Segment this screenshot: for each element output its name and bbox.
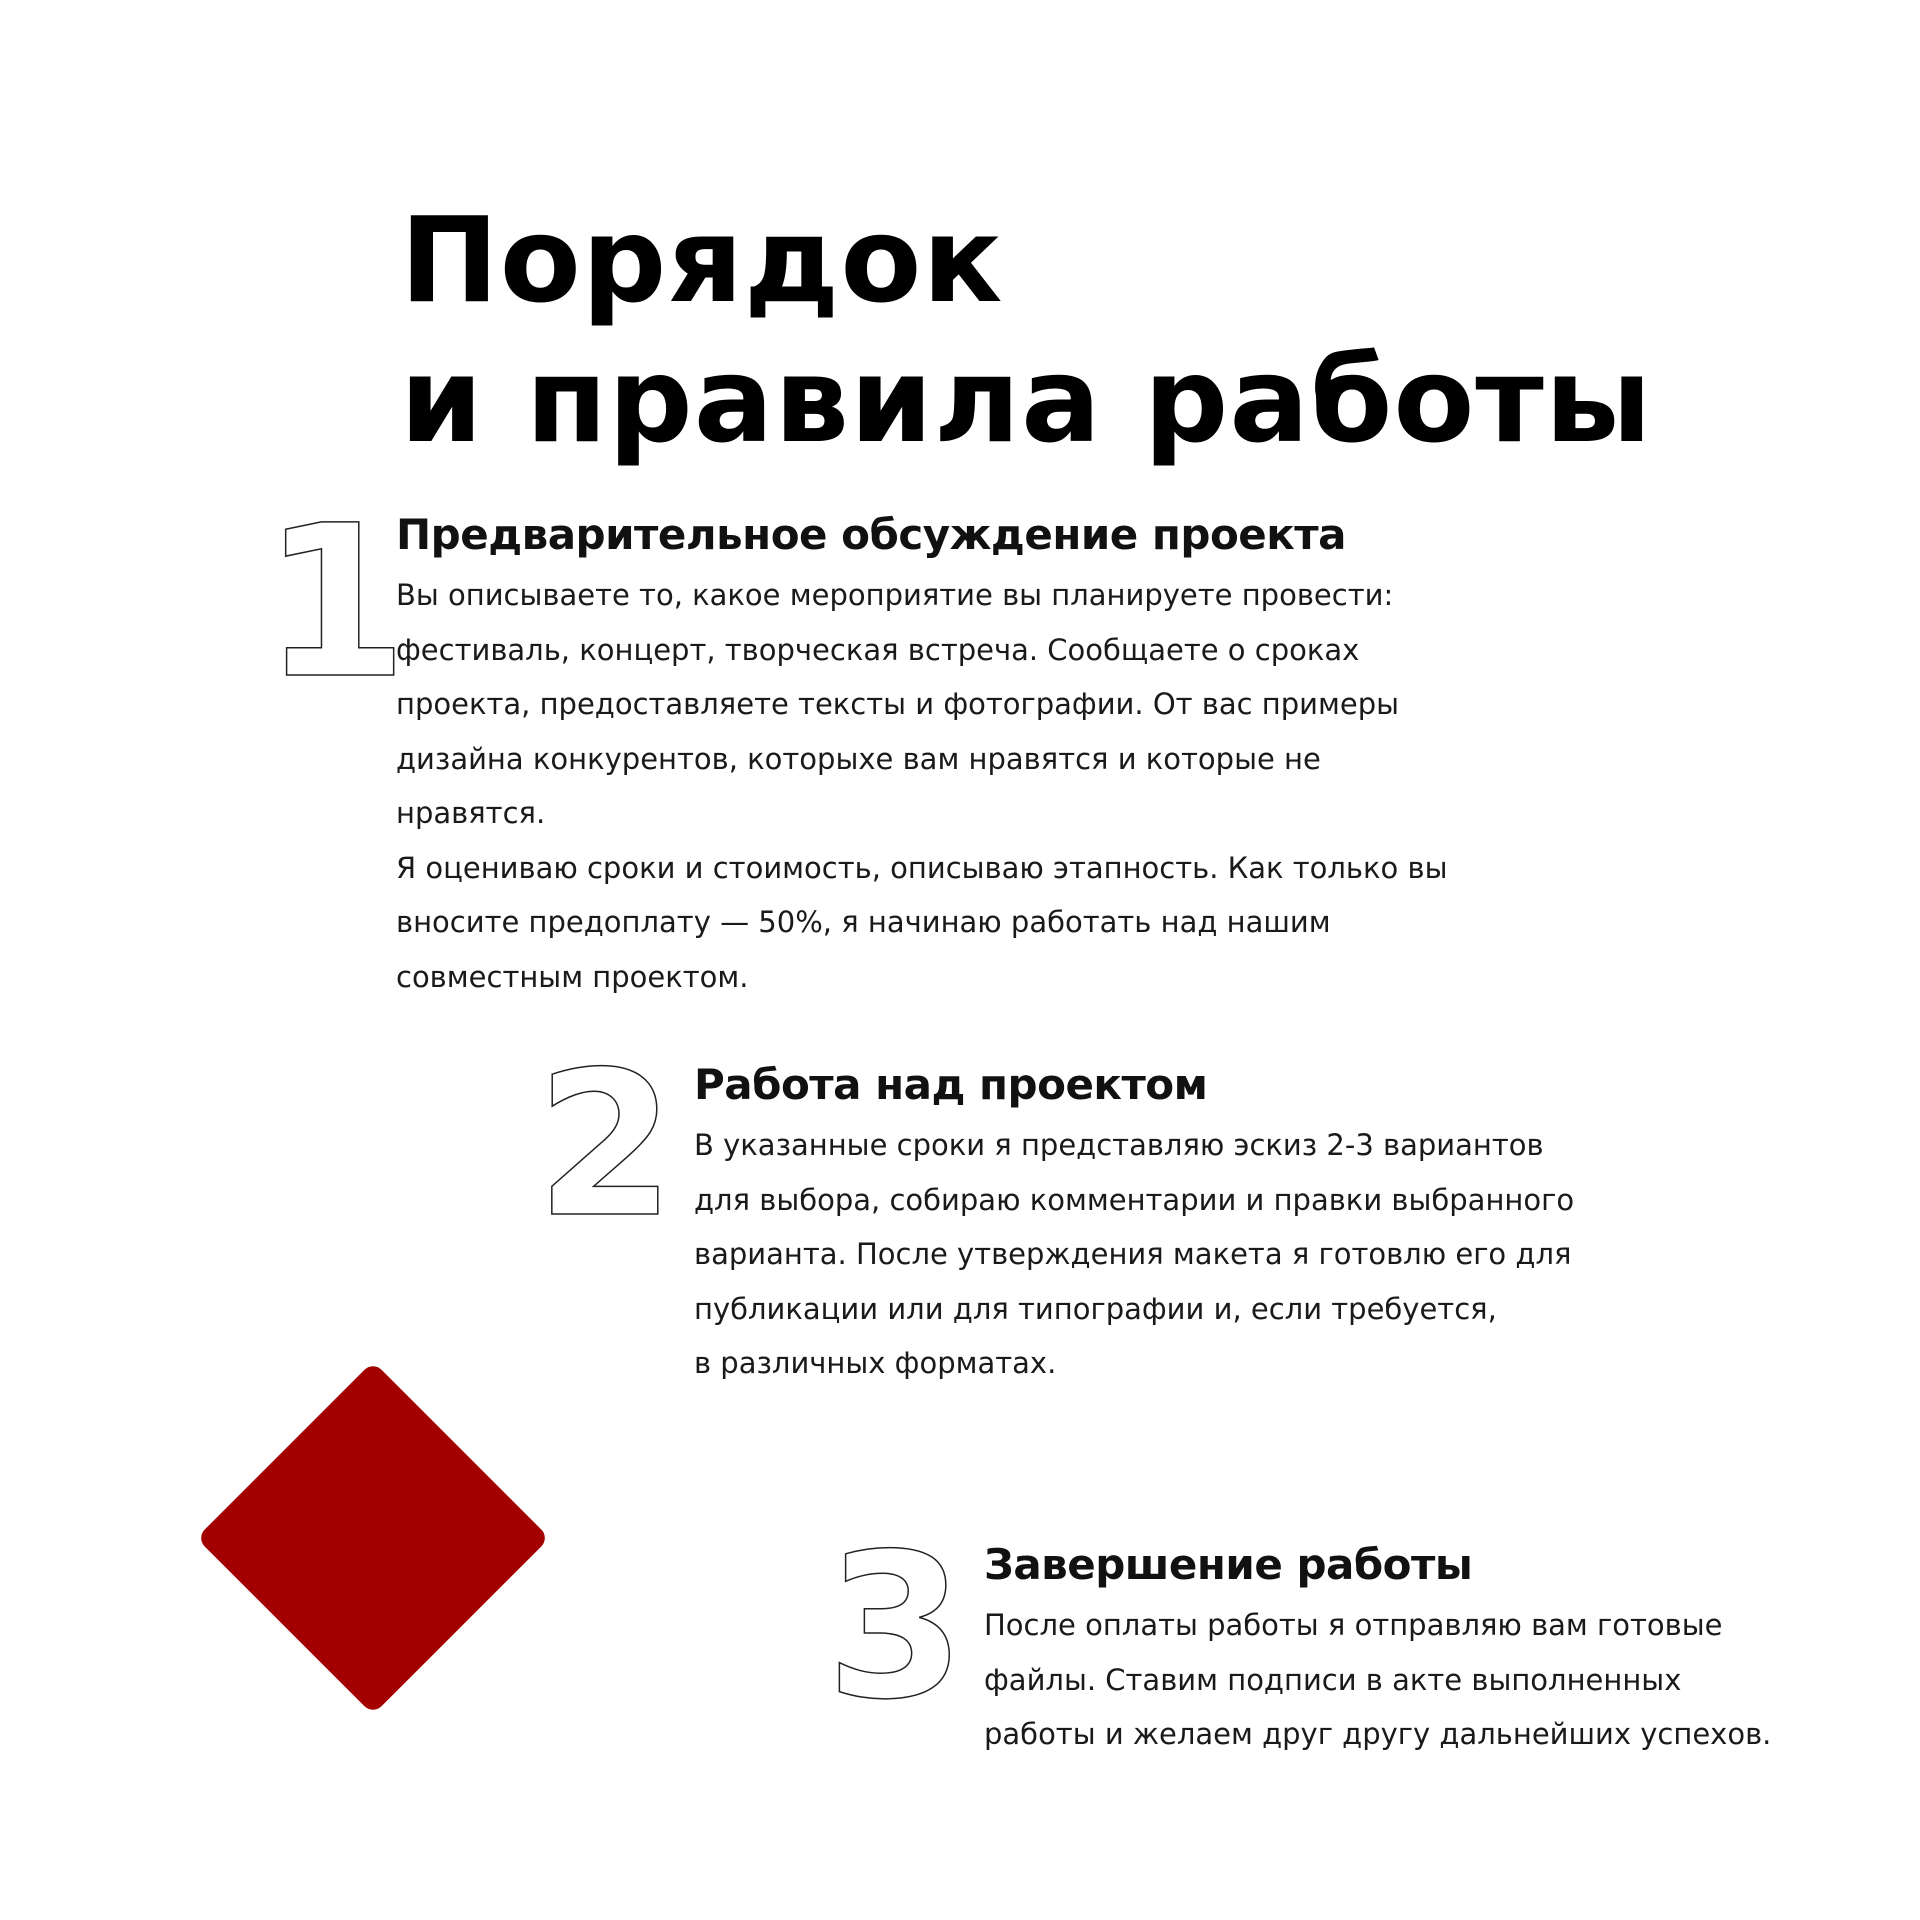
step-1-line: совместным проектом.: [396, 959, 749, 994]
step-1-line: нравятся.: [396, 796, 546, 830]
step-2-line: публикации или для типографии и, если требуется,: [694, 1291, 1497, 1326]
step-3-heading: Завершение работы: [984, 1540, 1473, 1589]
step-3-line: файлы. Ставим подписи в акте выполненных: [984, 1662, 1682, 1697]
step-1-line: вносите предоплату — 50%, я начинаю работать над нашим: [396, 905, 1331, 939]
step-2-line: в различных форматах.: [694, 1346, 1057, 1380]
step-2-line: В указанные сроки я представляю эскиз 2-3 вариантов: [694, 1128, 1544, 1162]
page-title-line-1: Порядок: [400, 191, 1004, 329]
step-1-line: фестиваль, концерт, творческая встреча. Сообщаете о сроках: [396, 632, 1360, 667]
step-1-text: [396, 568, 1496, 1004]
step-1-number: 1: [262, 480, 409, 725]
step-3-line: После оплаты работы я отправляю вам готовые: [984, 1608, 1723, 1642]
step-1-line: проекта, предоставляете тексты и фотографии. От вас примеры: [396, 687, 1400, 721]
step-3-line: работы и желаем друг другу дальнейших успехов.: [984, 1717, 1772, 1751]
step-2-line: для выбора, собираю комментарии и правки выбранного: [694, 1182, 1575, 1217]
step-1-line: Я оцениваю сроки и стоимость, описываю этапность. Как только вы: [396, 850, 1448, 885]
step-3-text: [984, 1598, 1884, 1762]
page-title-line-2: и правила работы: [400, 331, 1653, 469]
page-title: [400, 190, 1653, 470]
step-1-heading: Предварительное обсуждение проекта: [396, 510, 1346, 559]
step-2: [694, 1058, 1654, 1391]
step-2-heading: Работа над проектом: [694, 1060, 1208, 1109]
step-1-line: Вы описываете то, какое мероприятие вы планируете провести:: [396, 578, 1394, 612]
step-3-number: 3: [826, 1511, 966, 1744]
step-1-line: дизайна конкурентов, которыхе вам нравятся и которые не: [396, 741, 1321, 776]
step-2-line: варианта. После утверждения макета я готовлю его для: [694, 1237, 1572, 1271]
red-diamond-decoration: [196, 1361, 550, 1715]
step-2-text: [694, 1118, 1654, 1391]
step-3: [984, 1538, 1884, 1762]
step-1: [396, 508, 1496, 1004]
step-2-number: 2: [536, 1029, 676, 1262]
